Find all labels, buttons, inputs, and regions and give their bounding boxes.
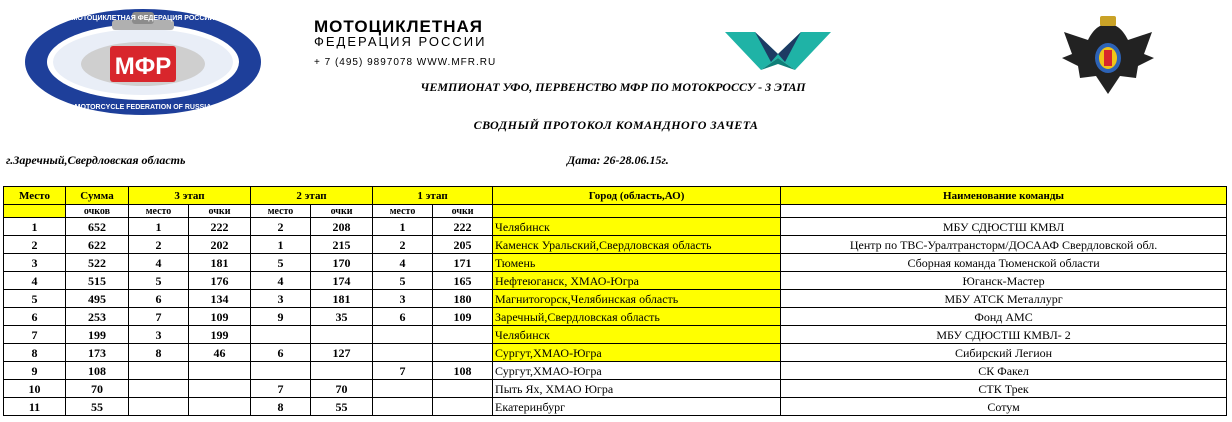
- stage1-points-cell: [433, 344, 493, 362]
- stage1-points-sub: очки: [433, 205, 493, 218]
- stage1-points-cell: 171: [433, 254, 493, 272]
- place-cell: 9: [4, 362, 66, 380]
- sum-cell: 173: [66, 344, 129, 362]
- stage2-points-cell: 170: [311, 254, 373, 272]
- place-cell: 4: [4, 272, 66, 290]
- table-row: [4, 272, 1227, 290]
- stage3-place-sub: место: [129, 205, 189, 218]
- sum-cell: 652: [66, 218, 129, 236]
- subheader-empty: [4, 205, 66, 218]
- stage3-points-cell: [189, 398, 251, 416]
- brand-line2: ФЕДЕРАЦИЯ РОССИИ: [314, 34, 487, 49]
- place-cell: 11: [4, 398, 66, 416]
- sum-cell: 253: [66, 308, 129, 326]
- place-cell: 3: [4, 254, 66, 272]
- stage2-place-cell: 3: [251, 290, 311, 308]
- table-row: [4, 236, 1227, 254]
- city-cell: Пыть Ях, ХМАО Югра: [493, 380, 781, 398]
- team-cell: МБУ СДЮСТШ КМВЛ: [781, 218, 1227, 236]
- city-cell: Тюмень: [493, 254, 781, 272]
- stage1-place-cell: [373, 398, 433, 416]
- city-cell: Челябинск: [493, 218, 781, 236]
- city-cell: Магнитогорск,Челябинская область: [493, 290, 781, 308]
- stage1-place-cell: 1: [373, 218, 433, 236]
- table-row: [4, 254, 1227, 272]
- logo-abbr: МФР: [114, 53, 172, 80]
- col-city-header: Город (область,АО): [493, 187, 781, 205]
- stage1-header: 1 этап: [373, 187, 493, 205]
- stage3-points-cell: 46: [189, 344, 251, 362]
- stage3-place-cell: 4: [129, 254, 189, 272]
- stage1-place-cell: 7: [373, 362, 433, 380]
- team-subheader-empty: [781, 205, 1227, 218]
- stage2-points-cell: [311, 326, 373, 344]
- table-row: [4, 290, 1227, 308]
- stage1-points-cell: 205: [433, 236, 493, 254]
- stage3-place-cell: [129, 398, 189, 416]
- team-cell: МБУ АТСК Металлург: [781, 290, 1227, 308]
- stage2-place-cell: 7: [251, 380, 311, 398]
- stage3-place-cell: 5: [129, 272, 189, 290]
- stage1-place-cell: [373, 344, 433, 362]
- stage2-place-cell: 9: [251, 308, 311, 326]
- stage3-points-cell: 199: [189, 326, 251, 344]
- stage1-points-cell: 109: [433, 308, 493, 326]
- city-subheader-empty: [493, 205, 781, 218]
- brand-contacts: + 7 (495) 9897078 WWW.MFR.RU: [314, 57, 497, 68]
- team-cell: Юганск-Мастер: [781, 272, 1227, 290]
- place-cell: 6: [4, 308, 66, 326]
- sum-cell: 55: [66, 398, 129, 416]
- team-cell: Сборная команда Тюменской области: [781, 254, 1227, 272]
- stage2-place-cell: 2: [251, 218, 311, 236]
- stage1-points-cell: [433, 326, 493, 344]
- city-cell: Каменск Уральский,Свердловская область: [493, 236, 781, 254]
- stage1-points-cell: [433, 398, 493, 416]
- team-cell: Сибирский Легион: [781, 344, 1227, 362]
- table-row: [4, 344, 1227, 362]
- table-row: [4, 218, 1227, 236]
- city-cell: Сургут,ХМАО-Югра: [493, 344, 781, 362]
- stage3-points-cell: 202: [189, 236, 251, 254]
- sum-cell: 522: [66, 254, 129, 272]
- team-cell: Фонд АМС: [781, 308, 1227, 326]
- stage3-place-cell: 2: [129, 236, 189, 254]
- stage3-points-cell: 222: [189, 218, 251, 236]
- results-table: [3, 186, 1227, 416]
- stage1-place-cell: [373, 326, 433, 344]
- table-row: [4, 326, 1227, 344]
- stage1-place-sub: место: [373, 205, 433, 218]
- stage1-place-cell: 6: [373, 308, 433, 326]
- event-location: г.Заречный,Свердловская область: [6, 153, 186, 167]
- stage2-place-cell: 6: [251, 344, 311, 362]
- sum-cell: 515: [66, 272, 129, 290]
- place-cell: 8: [4, 344, 66, 362]
- stage3-place-cell: [129, 362, 189, 380]
- stage2-place-cell: 8: [251, 398, 311, 416]
- stage2-place-cell: 5: [251, 254, 311, 272]
- stage3-points-cell: [189, 380, 251, 398]
- stage2-points-cell: 70: [311, 380, 373, 398]
- sum-cell: 70: [66, 380, 129, 398]
- stage2-place-sub: место: [251, 205, 311, 218]
- stage3-header: 3 этап: [129, 187, 251, 205]
- sum-cell: 495: [66, 290, 129, 308]
- place-cell: 5: [4, 290, 66, 308]
- stage3-place-cell: 1: [129, 218, 189, 236]
- sum-cell: 622: [66, 236, 129, 254]
- protocol-title: СВОДНЫЙ ПРОТОКОЛ КОМАНДНОГО ЗАЧЕТА: [473, 118, 759, 132]
- col-sum-header: Сумма: [66, 187, 129, 205]
- stage1-points-cell: 222: [433, 218, 493, 236]
- table-row: [4, 362, 1227, 380]
- stage1-place-cell: 5: [373, 272, 433, 290]
- stage2-place-cell: [251, 362, 311, 380]
- championship-title: ЧЕМПИОНАТ УФО, ПЕРВЕНСТВО МФР ПО МОТОКРОССУ - 3 ЭТАП: [420, 80, 806, 94]
- m-logo-icon: [725, 24, 831, 74]
- team-cell: Центр по ТВС-Уралтрансторм/ДОСААФ Свердловской обл.: [781, 236, 1227, 254]
- city-cell: Челябинск: [493, 326, 781, 344]
- logo-ring-bottom: MOTORCYCLE FEDERATION OF RUSSIA: [74, 104, 212, 111]
- stage3-points-cell: 134: [189, 290, 251, 308]
- stage1-place-cell: 3: [373, 290, 433, 308]
- mfr-logo: [22, 6, 264, 118]
- stage2-place-cell: [251, 326, 311, 344]
- stage3-points-sub: очки: [189, 205, 251, 218]
- brand-line1: МОТОЦИКЛЕТНАЯ: [314, 17, 484, 36]
- stage2-header: 2 этап: [251, 187, 373, 205]
- place-cell: 7: [4, 326, 66, 344]
- sum-cell: 108: [66, 362, 129, 380]
- event-date: Дата: 26-28.06.15г.: [567, 153, 669, 167]
- stage3-points-cell: [189, 362, 251, 380]
- stage2-points-cell: 35: [311, 308, 373, 326]
- stage2-points-cell: 208: [311, 218, 373, 236]
- team-cell: СК Факел: [781, 362, 1227, 380]
- stage1-place-cell: 2: [373, 236, 433, 254]
- stage1-points-cell: [433, 380, 493, 398]
- col-team-header: Наименование команды: [781, 187, 1227, 205]
- place-cell: 1: [4, 218, 66, 236]
- place-cell: 2: [4, 236, 66, 254]
- stage2-place-cell: 1: [251, 236, 311, 254]
- subheader-row: [4, 205, 1227, 218]
- table-row: [4, 398, 1227, 416]
- stage1-points-cell: 180: [433, 290, 493, 308]
- stage2-place-cell: 4: [251, 272, 311, 290]
- stage3-points-cell: 176: [189, 272, 251, 290]
- logo-ring-top: МОТОЦИКЛЕТНАЯ ФЕДЕРАЦИЯ РОССИИ: [71, 15, 215, 22]
- col-sum-subheader: очков: [66, 205, 129, 218]
- stage2-points-cell: 174: [311, 272, 373, 290]
- table-row: [4, 308, 1227, 326]
- city-cell: Нефтеюганск, ХМАО-Югра: [493, 272, 781, 290]
- stage3-place-cell: 3: [129, 326, 189, 344]
- stage1-place-cell: [373, 380, 433, 398]
- stage2-points-cell: 181: [311, 290, 373, 308]
- stage3-place-cell: 7: [129, 308, 189, 326]
- stage2-points-cell: 55: [311, 398, 373, 416]
- col-place-header: Место: [4, 187, 66, 205]
- sum-cell: 199: [66, 326, 129, 344]
- federation-brand: [314, 18, 496, 68]
- stage1-points-cell: 108: [433, 362, 493, 380]
- stage3-points-cell: 181: [189, 254, 251, 272]
- stage1-place-cell: 4: [373, 254, 433, 272]
- city-cell: Заречный,Свердловская область: [493, 308, 781, 326]
- place-cell: 10: [4, 380, 66, 398]
- stage3-place-cell: 6: [129, 290, 189, 308]
- header-row: [4, 187, 1227, 205]
- city-cell: Екатеринбург: [493, 398, 781, 416]
- stage2-points-cell: 127: [311, 344, 373, 362]
- stage3-place-cell: 8: [129, 344, 189, 362]
- team-cell: СТК Трек: [781, 380, 1227, 398]
- stage1-points-cell: 165: [433, 272, 493, 290]
- team-cell: МБУ СДЮСТШ КМВЛ- 2: [781, 326, 1227, 344]
- stage3-place-cell: [129, 380, 189, 398]
- stage3-points-cell: 109: [189, 308, 251, 326]
- stage2-points-cell: 215: [311, 236, 373, 254]
- table-row: [4, 380, 1227, 398]
- stage2-points-sub: очки: [311, 205, 373, 218]
- team-cell: Сотум: [781, 398, 1227, 416]
- city-cell: Сургут,ХМАО-Югра: [493, 362, 781, 380]
- stage2-points-cell: [311, 362, 373, 380]
